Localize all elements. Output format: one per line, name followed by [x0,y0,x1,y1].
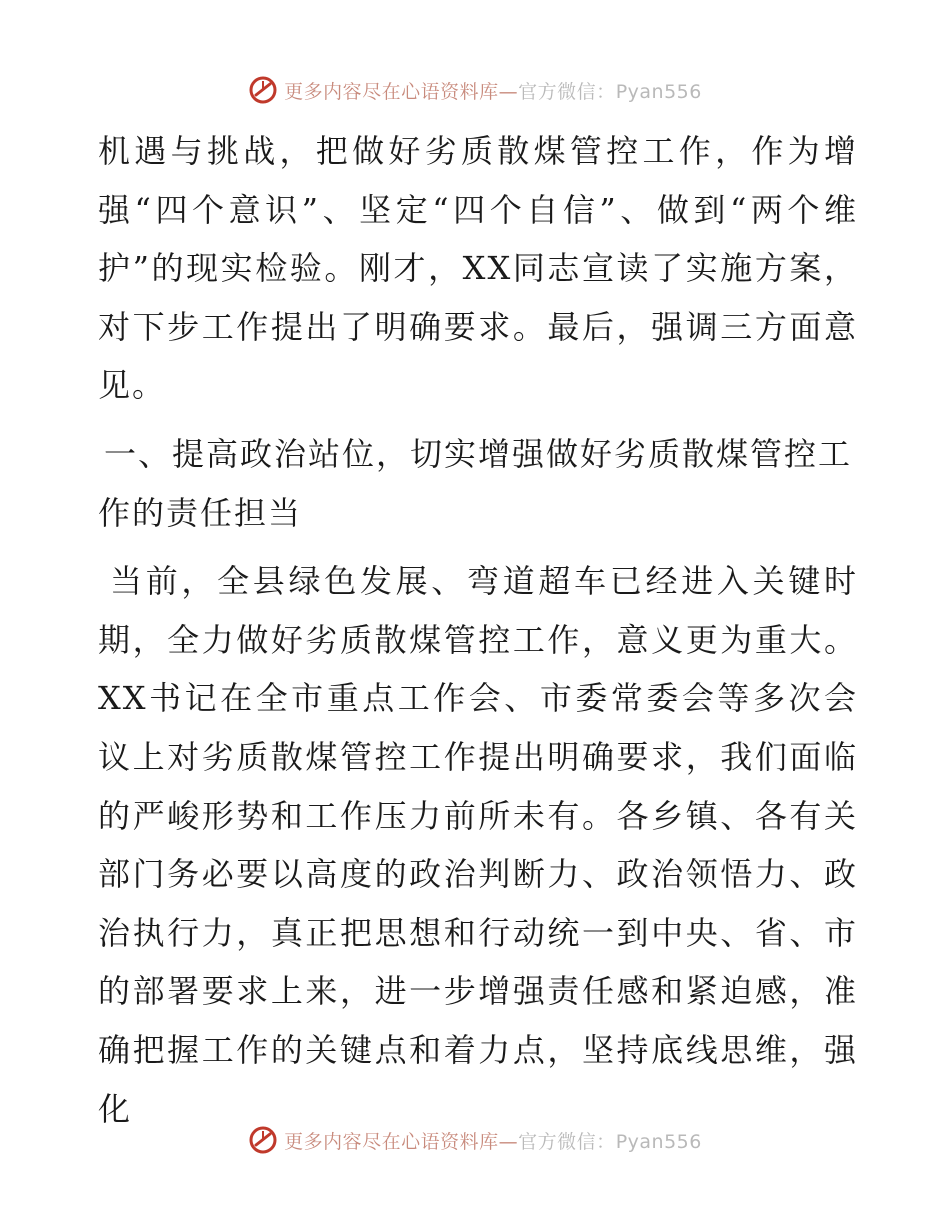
header-wechat-label: 官方微信： [518,80,616,103]
footer-wechat-label: 官方微信： [518,1130,616,1153]
section-heading: 一、提高政治站位，切实增强做好劣质散煤管控工作的责任担当 [98,434,853,532]
brand-logo-icon [248,75,278,105]
footer-watermark [0,1120,950,1160]
header-watermark [0,70,950,110]
header-wechat-id: Pyan556 [615,80,702,103]
paragraph-body: 当前，全县绿色发展、弯道超车已经进入关键时期，全力做好劣质散煤管控工作，意义更为重大。XX书记在全市重点工作会、市委常委会等多次会议上对劣质散煤管控工作提出明确要求，我们面临的严峻形势和工作压力前所未有。各乡镇、各有关部门务必要以高度的政治判断力、政治领悟力、政治执行力，真正把思想和行动统一到中央、省、市的部署要求上来，进一步增强责任感和紧迫感，准确把握工作的关键点和着力点，坚持底线思维，强化 [98,562,858,1128]
header-site-text: 更多内容尽在心语资料库 [284,80,499,103]
paragraph-intro: 机遇与挑战，把做好劣质散煤管控工作，作为增强“四个意识”、坚定“四个自信”、做到“两个维护”的现实检验。刚才，XX同志宣读了实施方案，对下步工作提出了明确要求。最后，强调三方面意见。 [98,132,858,405]
brand-logo-icon [248,1125,278,1155]
header-watermark-text [284,77,702,104]
footer-watermark-text [284,1127,702,1154]
document-body [98,122,858,1138]
footer-site-text: 更多内容尽在心语资料库 [284,1130,499,1153]
header-dash: — [498,80,519,103]
footer-dash: — [498,1130,519,1153]
footer-wechat-id: Pyan556 [615,1130,702,1153]
